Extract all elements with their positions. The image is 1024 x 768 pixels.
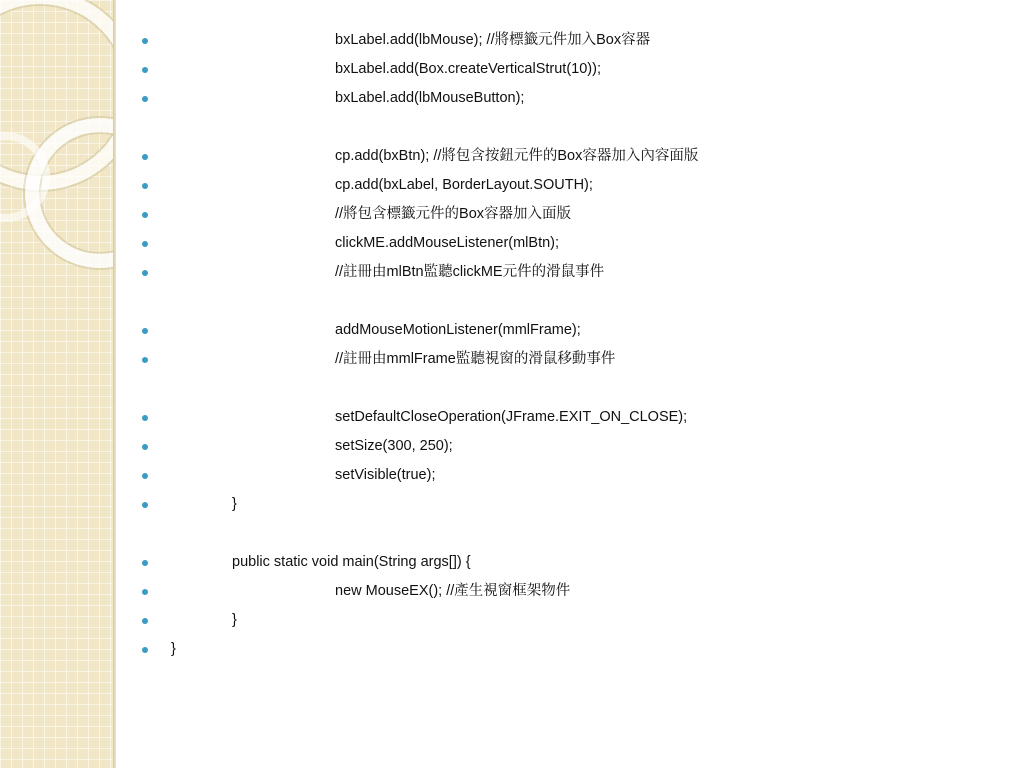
code-text: addMouseMotionListener(mmlFrame); xyxy=(335,322,581,338)
code-text: new MouseEX(); //產生視窗框架物件 xyxy=(335,583,571,599)
code-line xyxy=(0,84,1000,113)
code-line xyxy=(0,345,1000,374)
bullet-icon xyxy=(142,560,148,566)
bullet-icon xyxy=(142,647,148,653)
code-line xyxy=(0,490,1000,519)
code-text: } xyxy=(232,496,237,512)
code-text: clickME.addMouseListener(mlBtn); xyxy=(335,235,560,251)
code-line xyxy=(0,26,1000,55)
code-line xyxy=(0,258,1000,287)
bullet-icon xyxy=(142,154,148,160)
code-line xyxy=(0,316,1000,345)
code-text: setSize(300, 250); xyxy=(335,438,453,454)
code-text: } xyxy=(232,612,237,628)
code-line xyxy=(0,403,1000,432)
code-text: setDefaultCloseOperation(JFrame.EXIT_ON_CLOSE); xyxy=(335,409,688,425)
bullet-icon xyxy=(142,444,148,450)
code-line xyxy=(0,577,1000,606)
code-text: public static void main(String args[]) { xyxy=(232,554,471,570)
code-line xyxy=(0,171,1000,200)
code-text: setVisible(true); xyxy=(335,467,436,483)
bullet-icon xyxy=(142,96,148,102)
code-line xyxy=(0,200,1000,229)
bullet-icon xyxy=(142,357,148,363)
bullet-icon xyxy=(142,241,148,247)
code-line xyxy=(0,635,1000,664)
code-text: bxLabel.add(lbMouse); //將標籤元件加入Box容器 xyxy=(335,32,651,48)
bullet-icon xyxy=(142,473,148,479)
bullet-icon xyxy=(142,415,148,421)
bullet-icon xyxy=(142,618,148,624)
code-text: //註冊由mmlFrame監聽視窗的滑鼠移動事件 xyxy=(335,351,616,367)
code-text: cp.add(bxLabel, BorderLayout.SOUTH); xyxy=(335,177,593,193)
code-line xyxy=(0,432,1000,461)
code-line xyxy=(0,461,1000,490)
code-text: //註冊由mlBtn監聽clickME元件的滑鼠事件 xyxy=(335,264,605,280)
code-line xyxy=(0,142,1000,171)
code-text: cp.add(bxBtn); //將包含按鈕元件的Box容器加入內容面版 xyxy=(335,148,699,164)
bullet-icon xyxy=(142,328,148,334)
code-line xyxy=(0,548,1000,577)
bullet-icon xyxy=(142,589,148,595)
code-text: //將包含標籤元件的Box容器加入面版 xyxy=(335,206,572,222)
bullet-icon xyxy=(142,183,148,189)
code-text: bxLabel.add(lbMouseButton); xyxy=(335,90,525,106)
bullet-icon xyxy=(142,212,148,218)
bullet-icon xyxy=(142,270,148,276)
bullet-icon xyxy=(142,38,148,44)
bullet-icon xyxy=(142,502,148,508)
code-line xyxy=(0,229,1000,258)
code-line xyxy=(0,55,1000,84)
code-text: bxLabel.add(Box.createVerticalStrut(10)); xyxy=(335,61,601,77)
code-text: } xyxy=(171,641,176,657)
bullet-icon xyxy=(142,67,148,73)
code-line xyxy=(0,606,1000,635)
